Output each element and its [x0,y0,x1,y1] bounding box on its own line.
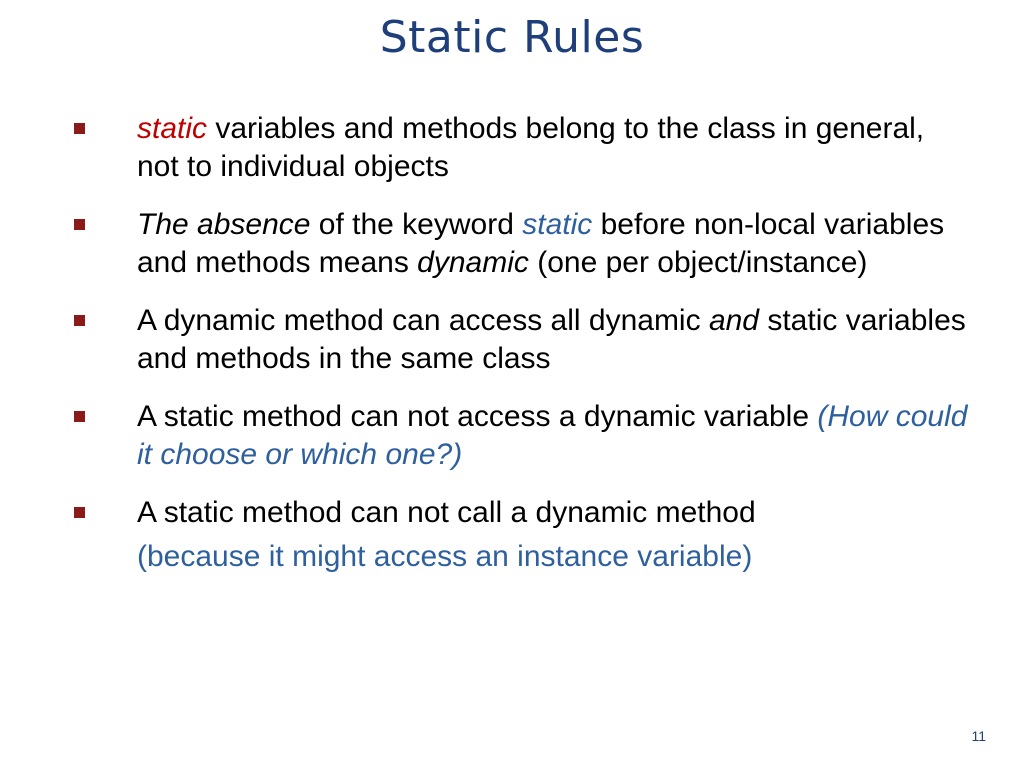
slide-title: Static Rules [379,12,645,63]
bullet-item-dynamic-access [70,302,970,378]
bullet-square-icon [74,507,85,518]
bullet-text: variables and methods belong to the class in general, not to individual objects [137,112,925,183]
phrase-the-absence: The absence [137,208,311,241]
word-and: and [708,304,759,337]
bullet-square-icon [74,219,85,230]
bullet-item-static-no-dynamic-method [70,494,970,576]
keyword-dynamic: dynamic [417,246,529,279]
bullet-square-icon [74,123,85,134]
bullet-text: (one per object/instance) [528,246,868,279]
bullet-text: static variables and methods in the same class [137,304,966,375]
note-because: (because it might access an instance variable) [137,540,753,573]
bullet-text: of the keyword [310,208,523,241]
bullet-text: A static method can not call a dynamic method [137,496,756,529]
bullet-item-static-no-dynamic-variable [70,398,970,474]
note-how-choose: (How could it choose or which one?) [137,400,968,471]
keyword-static: static [522,208,593,241]
bullet-text: A dynamic method can access all dynamic [137,304,709,337]
bullet-square-icon [74,411,85,422]
bullet-text: A static method can not access a dynamic variable [137,400,818,433]
bullet-item-static-belongs [70,110,970,186]
bullet-text: before non-local variables and methods means [137,208,945,279]
bullet-square-icon [74,315,85,326]
keyword-static: static [137,112,208,145]
bullet-list [70,110,970,596]
bullet-item-absence-of-static [70,206,970,282]
page-number: 11 [971,728,986,744]
